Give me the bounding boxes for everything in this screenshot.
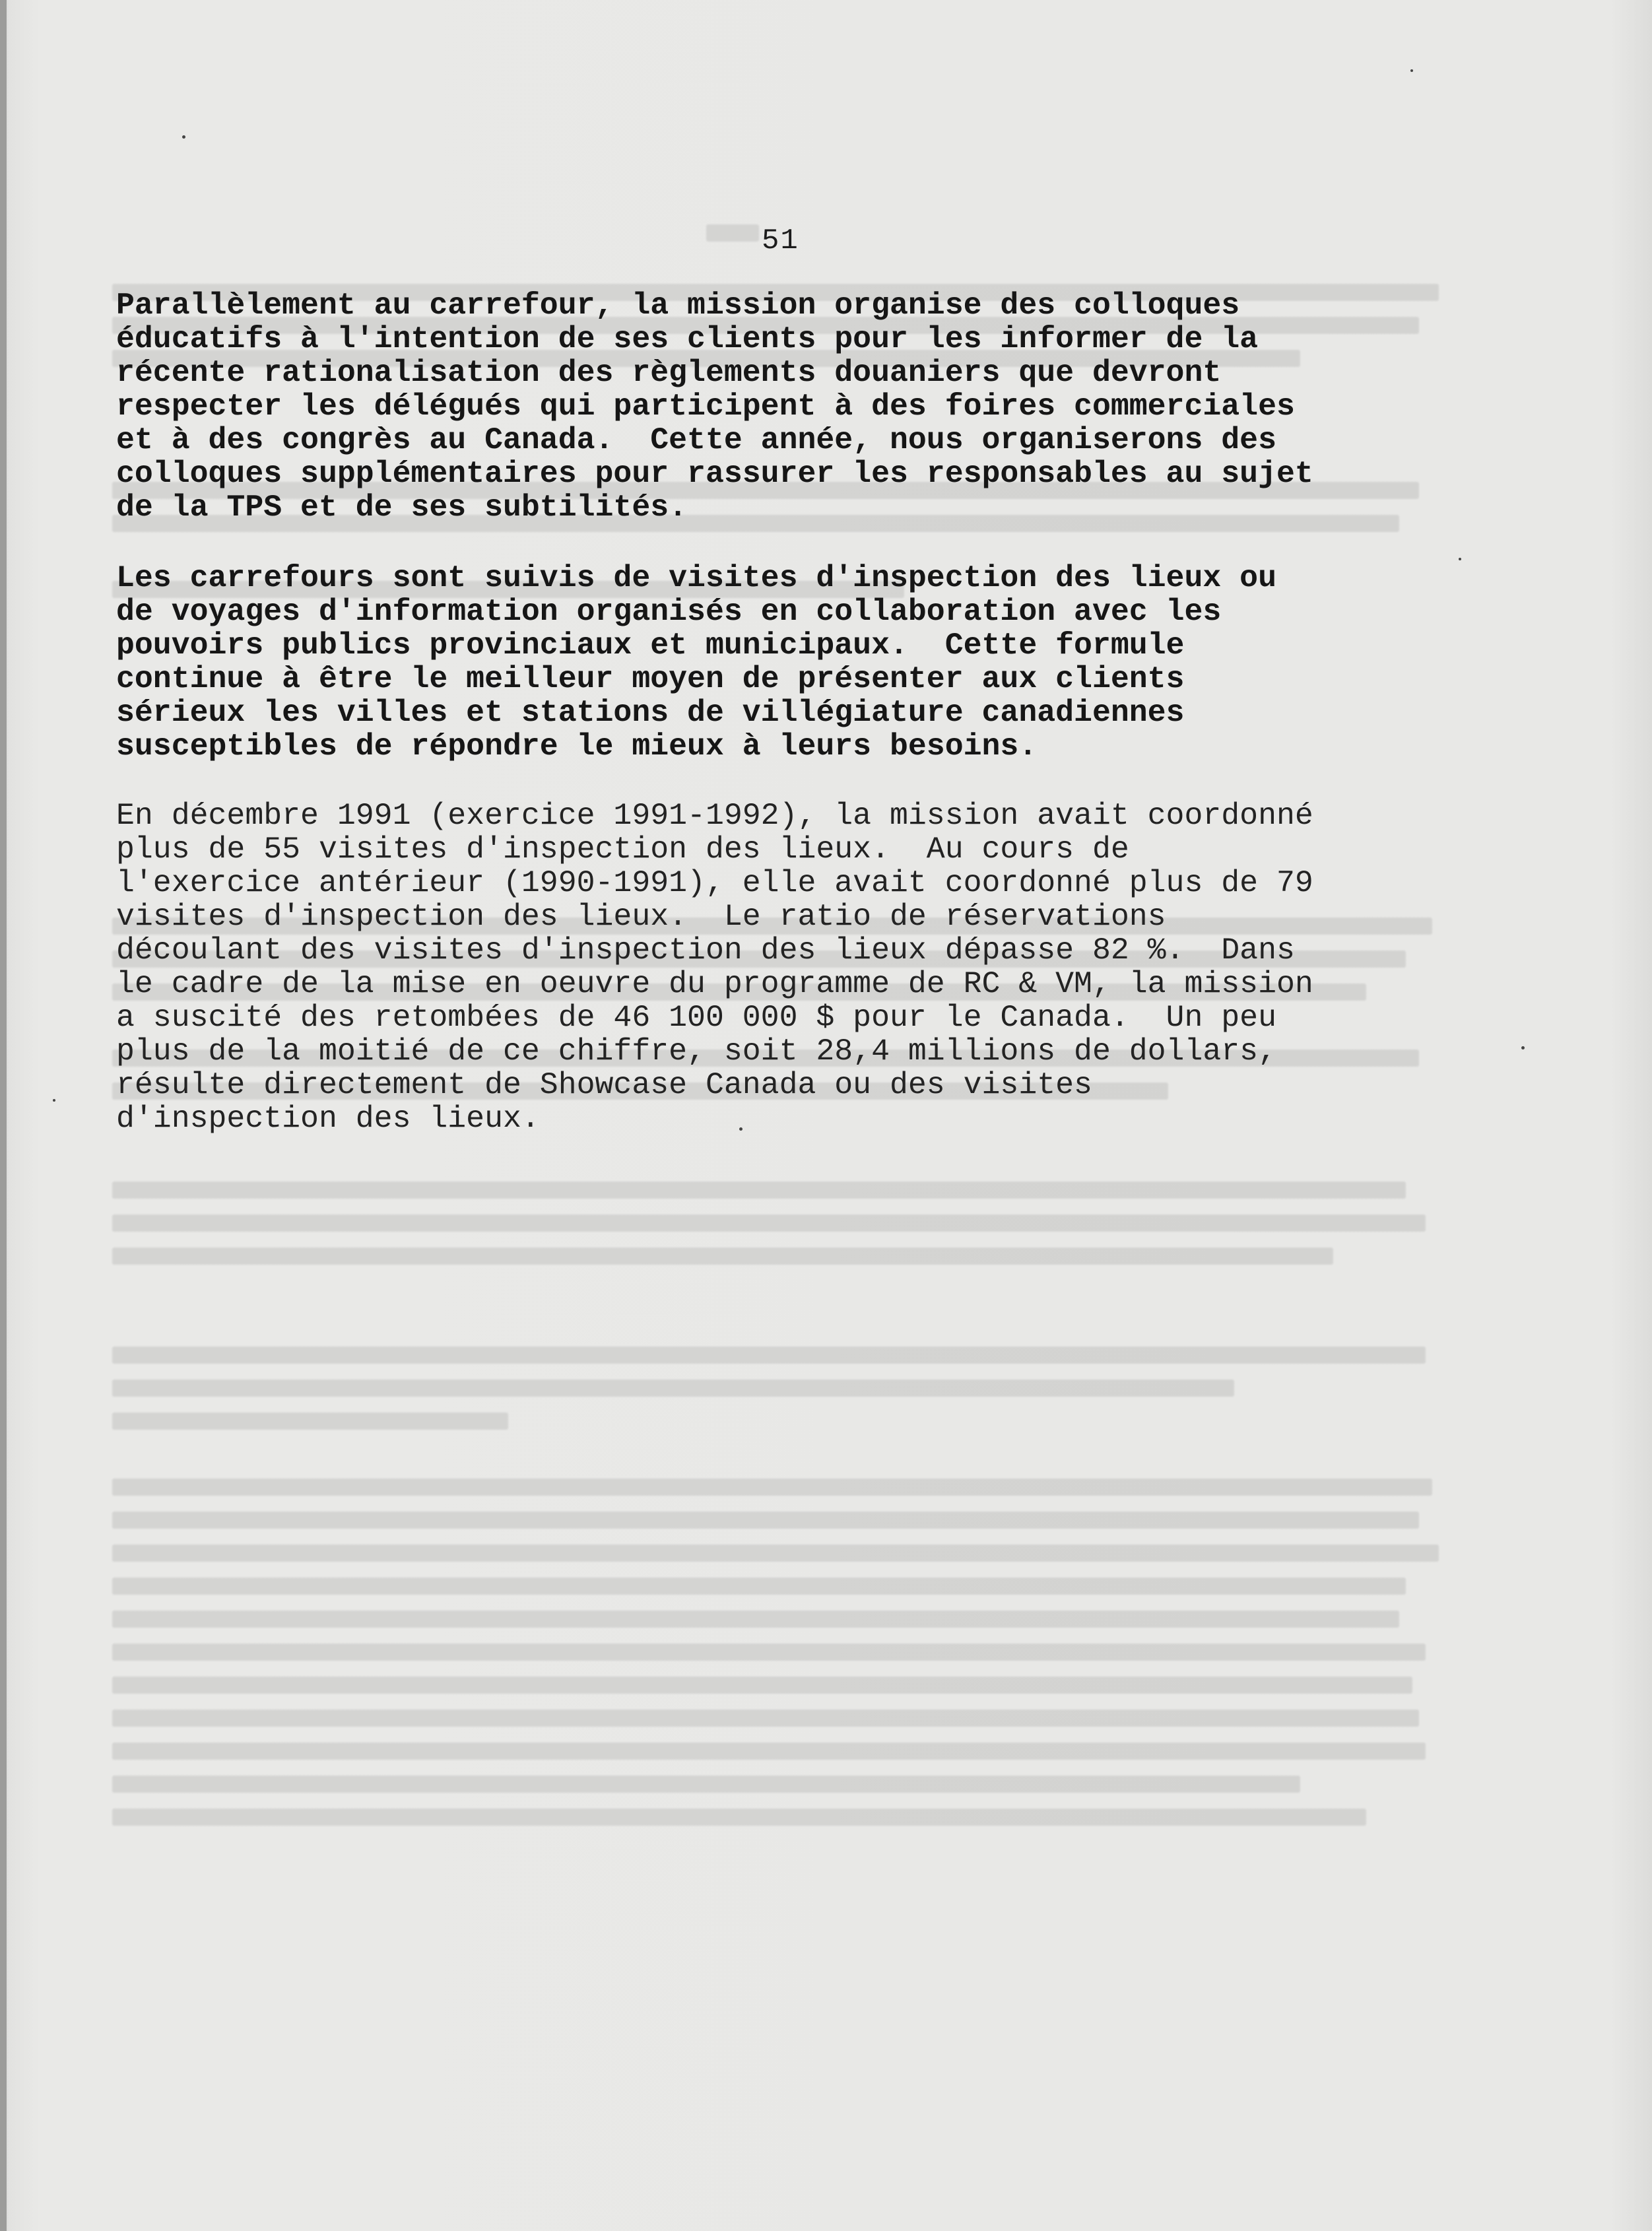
scan-speck xyxy=(1459,558,1461,560)
scan-speck xyxy=(1410,69,1413,72)
text-line: pouvoirs publics provinciaux et municipaux. Cette formule xyxy=(116,628,1185,663)
text-line: d'inspection des lieux. xyxy=(116,1101,540,1136)
text-line: sérieux les villes et stations de villégiature canadiennes xyxy=(116,695,1185,730)
text-line: éducatifs à l'intention de ses clients pour les informer de la xyxy=(116,321,1259,356)
text-line: découlant des visites d'inspection des lieux dépasse 82 %. Dans xyxy=(116,933,1295,968)
paragraph-visites-inspection xyxy=(116,561,1489,763)
page-binding-edge xyxy=(0,0,7,2231)
text-line: respecter les délégués qui participent à des foires commerciales xyxy=(116,389,1295,424)
paragraph-decembre-1991 xyxy=(116,799,1489,1135)
text-line: continue à être le meilleur moyen de présenter aux clients xyxy=(116,661,1185,696)
text-line: plus de 55 visites d'inspection des lieux. Au cours de xyxy=(116,832,1129,867)
text-line: le cadre de la mise en oeuvre du programme de RC & VM, la mission xyxy=(116,966,1313,1001)
text-line: résulte directement de Showcase Canada ou des visites xyxy=(116,1067,1092,1102)
text-line: et à des congrès au Canada. Cette année, nous organiserons des xyxy=(116,422,1276,457)
text-line: colloques supplémentaires pour rassurer les responsables au sujet xyxy=(116,456,1313,491)
paragraph-carrefour-colloques xyxy=(116,288,1489,524)
page-number: 51 xyxy=(762,224,799,257)
text-line: Les carrefours sont suivis de visites d'inspection des lieux ou xyxy=(116,560,1276,595)
text-line: récente rationalisation des règlements douaniers que devront xyxy=(116,355,1222,390)
text-line: Parallèlement au carrefour, la mission organise des colloques xyxy=(116,288,1240,323)
text-line: a suscité des retombées de 46 100 000 $ pour le Canada. Un peu xyxy=(116,1000,1276,1035)
text-line: de la TPS et de ses subtilités. xyxy=(116,490,688,525)
scan-speck xyxy=(53,1099,55,1102)
text-line: de voyages d'information organisés en collaboration avec les xyxy=(116,594,1222,629)
text-line: En décembre 1991 (exercice 1991-1992), la mission avait coordonné xyxy=(116,798,1313,833)
scan-speck xyxy=(1521,1046,1525,1049)
text-line: l'exercice antérieur (1990-1991), elle avait coordonné plus de 79 xyxy=(116,865,1313,900)
text-line: plus de la moitié de ce chiffre, soit 28,4 millions de dollars, xyxy=(116,1034,1276,1069)
scan-speck xyxy=(739,1127,743,1131)
scan-speck xyxy=(182,135,185,139)
text-line: visites d'inspection des lieux. Le ratio de réservations xyxy=(116,899,1166,934)
text-line: susceptibles de répondre le mieux à leurs besoins. xyxy=(116,729,1038,764)
